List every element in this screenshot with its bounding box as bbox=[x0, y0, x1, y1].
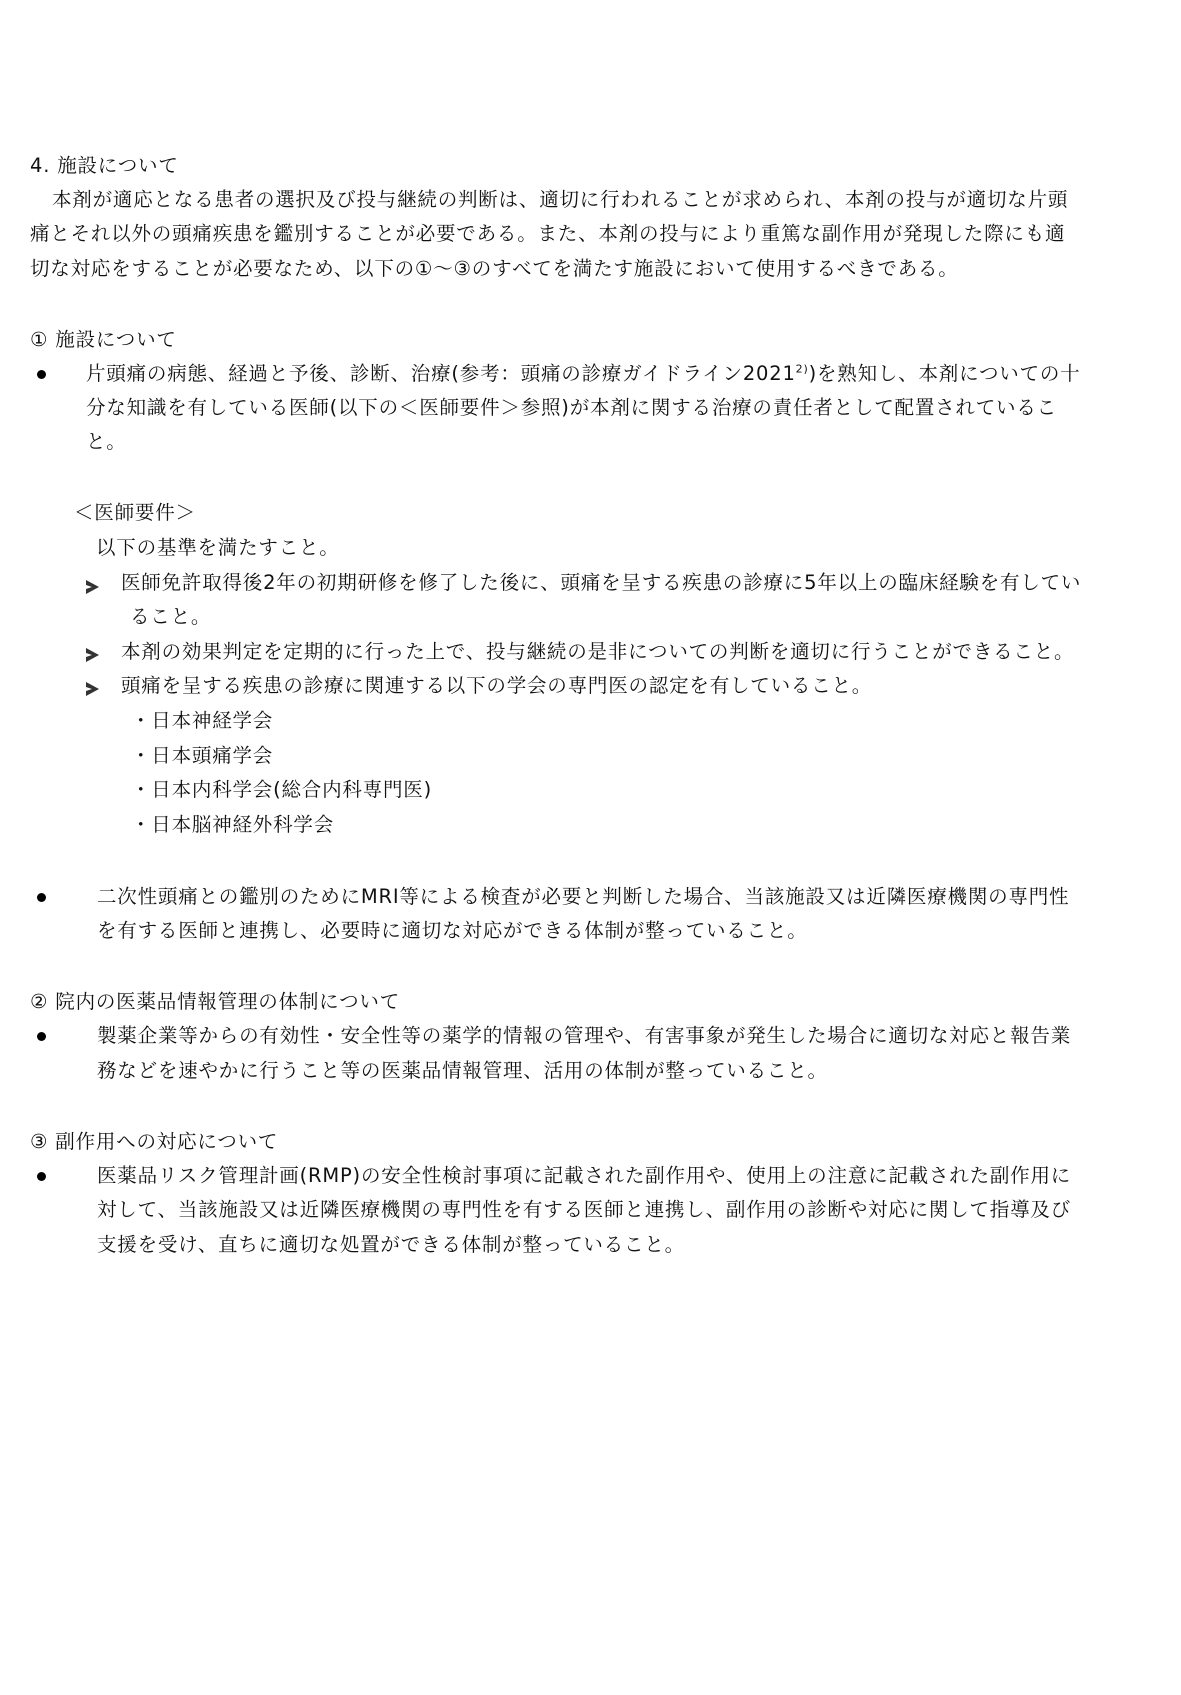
arrow-bullet-icon bbox=[86, 580, 99, 594]
arrow-bullet-icon bbox=[86, 648, 99, 662]
criterion-1-line1: 医師免許取得後2年の初期研修を修了した後に、頭痛を呈する疾患の診療に5年以上の臨床経験を有してい bbox=[121, 571, 1082, 594]
item3-bullet-line3: 支援を受け、直ちに適切な処置ができる体制が整っていること。 bbox=[97, 1233, 685, 1256]
item3-bullet-line2: 対して、当該施設又は近隣医療機関の専門性を有する医師と連携し、副作用の診断や対応に関して指導及び bbox=[97, 1198, 1072, 1221]
arrow-bullet-icon bbox=[86, 682, 99, 696]
item1-heading: ① 施設について bbox=[30, 328, 177, 351]
item1-bullet2-line2: を有する医師と連携し、必要時に適切な対応ができる体制が整っていること。 bbox=[97, 919, 808, 942]
intro-line-1: 本剤が適応となる患者の選択及び投与継続の判断は、適切に行われることが求められ、本剤の投与が適切な片頭 bbox=[52, 188, 1069, 211]
requirements-intro: 以下の基準を満たすこと。 bbox=[96, 536, 340, 559]
item1-bullet1-line1: 片頭痛の病態、経過と予後、診断、治療(参考：頭痛の診療ガイドライン2021$^{2)}$)を熟知し、本剤についての十 bbox=[86, 362, 1081, 385]
intro-line-3: 切な対応をすることが必要なため、以下の①～③のすべてを満たす施設において使用するべきである。 bbox=[30, 257, 959, 280]
society-4: ・日本脳神経外科学会 bbox=[131, 813, 335, 836]
requirements-title: ＜医師要件＞ bbox=[74, 501, 196, 524]
item3-heading: ③ 副作用への対応について bbox=[30, 1130, 279, 1153]
criterion-1-line2: ること。 bbox=[130, 605, 212, 628]
bullet-icon bbox=[37, 370, 46, 379]
society-3: ・日本内科学会(総合内科専門医) bbox=[131, 778, 433, 801]
item1-bullet1-line2: 分な知識を有している医師(以下の＜医師要件＞参照)が本剤に関する治療の責任者として配置されているこ bbox=[86, 396, 1057, 419]
criterion-2-line1: 本剤の効果判定を定期的に行った上で、投与継続の是非についての判断を適切に行うことができること。 bbox=[121, 640, 1075, 663]
society-2: ・日本頭痛学会 bbox=[131, 744, 274, 767]
item1-bullet1-line3: と。 bbox=[86, 430, 127, 453]
criterion-3-line1: 頭痛を呈する疾患の診療に関連する以下の学会の専門医の認定を有していること。 bbox=[121, 674, 873, 697]
bullet-icon bbox=[37, 1032, 46, 1041]
bullet-icon bbox=[37, 1172, 46, 1181]
item3-bullet-line1: 医薬品リスク管理計画(RMP)の安全性検討事項に記載された副作用や、使用上の注意に記載された副作用に bbox=[97, 1164, 1072, 1187]
society-1: ・日本神経学会 bbox=[131, 709, 274, 732]
item2-bullet-line2: 務などを速やかに行うこと等の医薬品情報管理、活用の体制が整っていること。 bbox=[97, 1059, 828, 1082]
section-heading: 4. 施設について bbox=[30, 154, 179, 177]
bullet-icon bbox=[37, 893, 46, 902]
item2-bullet-line1: 製薬企業等からの有効性・安全性等の薬学的情報の管理や、有害事象が発生した場合に適切な対応と報告業 bbox=[97, 1024, 1072, 1047]
item2-heading: ② 院内の医薬品情報管理の体制について bbox=[30, 990, 400, 1013]
intro-line-2: 痛とそれ以外の頭痛疾患を鑑別することが必要である。また、本剤の投与により重篤な副作用が発現した際にも適 bbox=[30, 222, 1066, 245]
item1-bullet2-line1: 二次性頭痛との鑑別のためにMRI等による検査が必要と判断した場合、当該施設又は近隣医療機関の専門性 bbox=[97, 885, 1070, 908]
